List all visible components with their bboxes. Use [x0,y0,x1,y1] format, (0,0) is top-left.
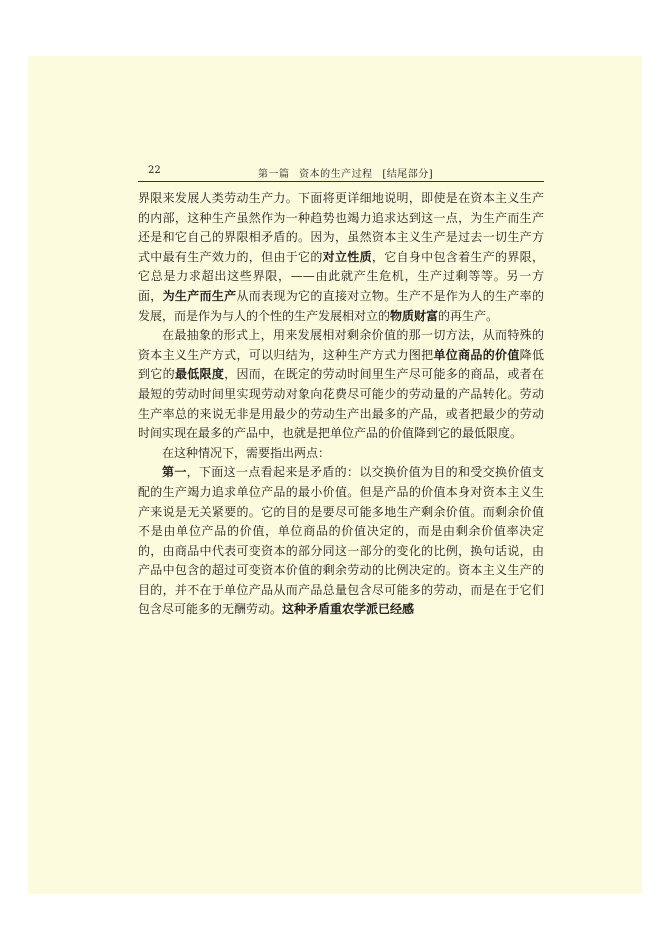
text-run: ，下面这一点看起来是矛盾的：以交换价值为目的和受交换价值支配的生产竭力追求单位产品的最小价值。但是产品的价值本身对资本主义生产来说是无关紧要的。它的目的是要尽可能多地生产剩余价值。而剩余价值不是由单位产品的价值，单位商品的价值决定的，而是由剩余价值率决定的，由商品中代表可变资本的部分同这一部分的变化的比例，换句话说，由产品中包含的超过可变资本价值的剩余劳动的比例决定的。资本主义生产的目的，并不在于单位产品从而产品总量包含尽可能多的劳动，而是在于它们包含尽可能多的无酬劳动。 [138,465,544,617]
emphasis-text: 对立性质 [322,249,372,264]
text-run: 从而表现为它的直接对立物。生产不是作为人的生产率的发展，而是作为与人的个性的生产发展相对立的 [138,288,544,323]
page-number: 22 [148,165,161,176]
emphasis-text: 物质财富 [390,308,439,323]
running-title: 第一篇 资本的生产过程 [结尾部分] [258,169,434,180]
emphasis-text: 单位商品的价值 [433,347,520,362]
text-run: 的再生产。 [438,308,499,323]
text-run: ，因而，在既定的劳动时间里生产尽可能多的商品，或者在最短的劳动时间里实现劳动对象向花费尽可能少的劳动量的产品转化。劳动生产率总的来说无非是用最少的劳动生产出最多的产品，或者把最少的劳动时间实现在最多的产品中，也就是把单位产品的价值降到它的最低限度。 [138,367,544,441]
page-header [138,163,544,182]
emphasis-text: 最低限度 [174,367,225,382]
text-run: 降低到它的 [138,347,544,382]
paragraph [138,444,544,464]
emphasis-text: 第一 [162,465,187,480]
emphasis-text: 这种矛盾重农学派已经感 [282,602,415,617]
text-run: ，它自身中包含着生产的界限，它总是力求超出这些界限，——由此就产生危机，生产过剩等等。另一方面， [138,249,544,303]
text-run: 在这种情况下，需要指出两点： [162,445,331,460]
body-text [138,189,544,620]
paragraph [138,463,544,620]
paragraph [138,189,544,326]
paragraph [138,326,544,444]
text-run: 在最抽象的形式上，用来发展相对剩余价值的那一切方法，从而特殊的资本主义生产方式，可以归结为，这种生产方式力图把 [138,328,544,362]
emphasis-text: 为生产而生产 [162,288,237,303]
text-run: 界限来发展人类劳动生产力。下面将更详细地说明，即使是在资本主义生产的内部，这种生产虽然作为一种趋势也竭力追求达到这一点，为生产而生产还是和它自己的界限相矛盾的。因为，虽然资本主义生产是过去一切生产方式中最有生产效力的，但由于它的 [138,191,544,264]
